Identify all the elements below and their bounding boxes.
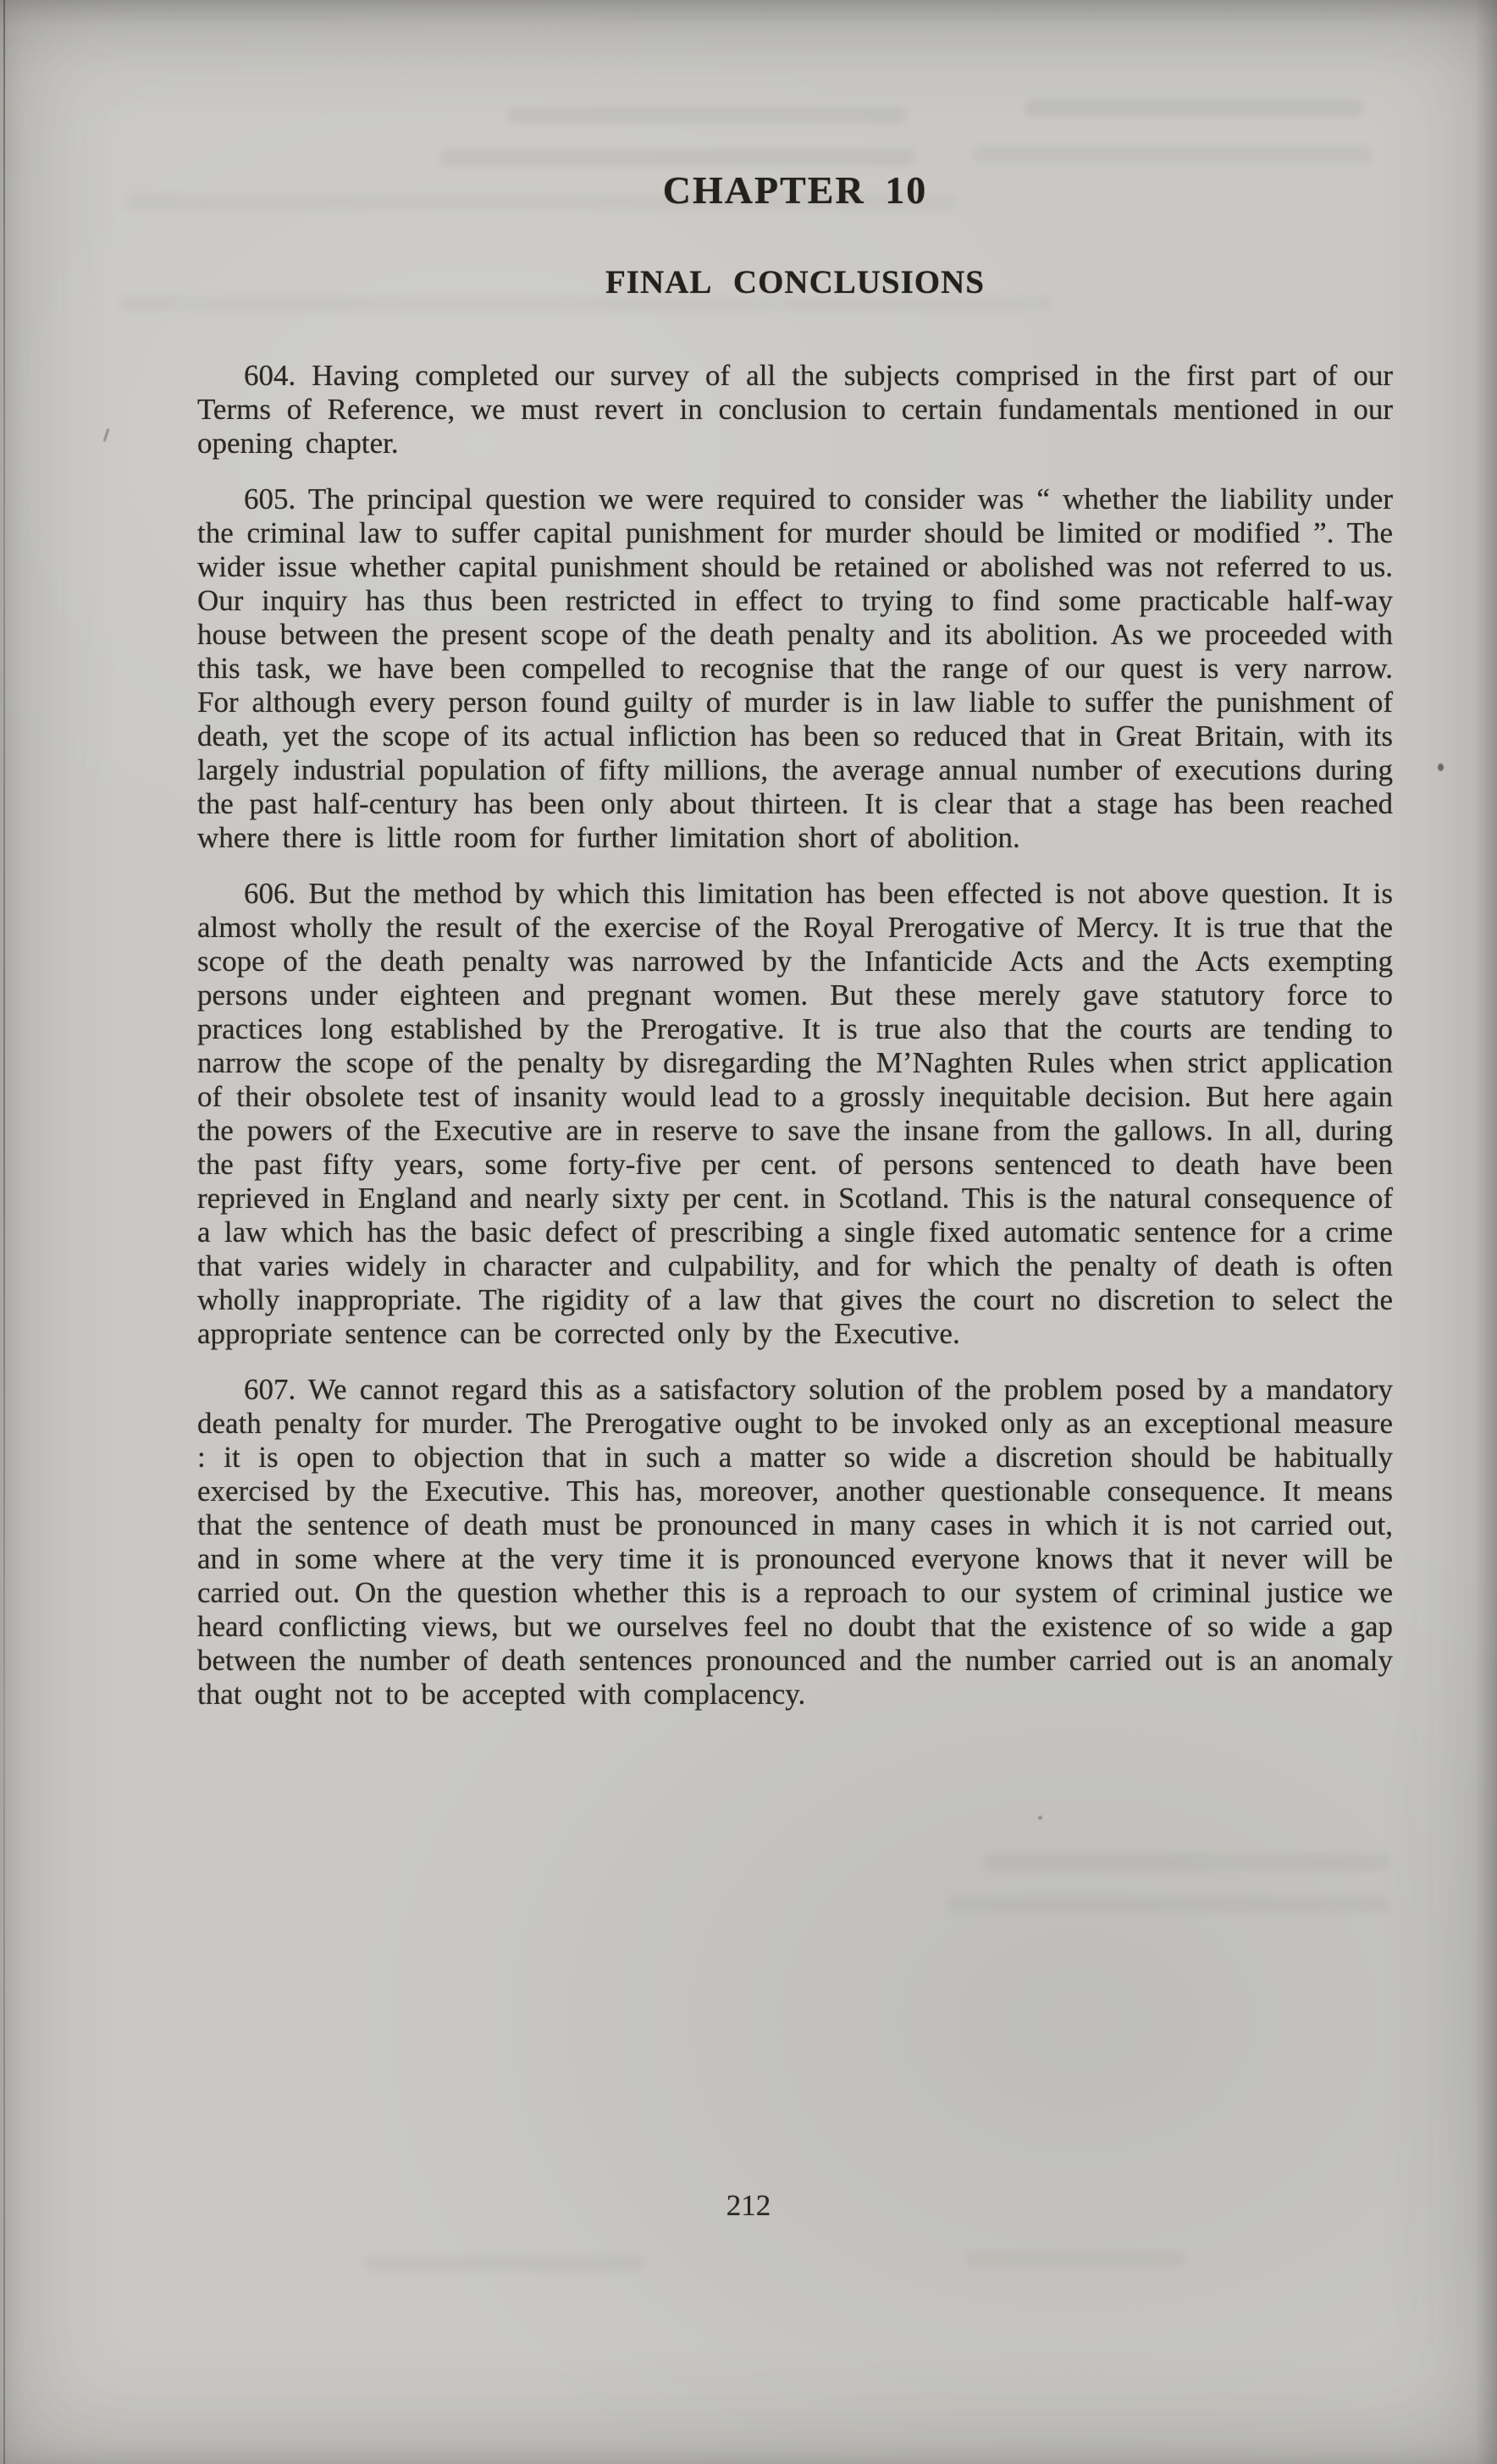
paragraph-number: 606.: [244, 877, 296, 910]
page-right-shade: [1475, 0, 1497, 2464]
bleed-through-artifact: [965, 2252, 1185, 2267]
page-edge-line: [3, 0, 5, 2464]
bleed-through-artifact: [974, 146, 1372, 163]
section-title: FINAL CONCLUSIONS: [605, 264, 985, 300]
scan-speck: [1038, 1816, 1042, 1820]
scan-speck: [103, 428, 110, 442]
bleed-through-artifact: [982, 1854, 1389, 1871]
bleed-through-artifact: [364, 2256, 644, 2271]
scan-speck: [1438, 763, 1444, 771]
paragraph-605: [197, 482, 1393, 855]
paragraph-text: The principal question we were required to consider was “ whether the liability under the criminal law to suffer capital punishment for murder should be limited or modified ”. The wider issue whether capital punishment should be retained or abolished was not referred to us. Our inquiry has thus been restricted in effect to trying to find some practicable half-way house between the present scope of the death penalty and its abolition. As we proceeded with this task, we have been compelled to recognise that the range of our quest is very narrow. For although every person found guilty of murder is in law liable to suffer the punishment of death, yet the scope of its actual infliction has been so reduced that in Great Britain, with its largely industrial population of fifty millions, the average annual number of executions during the past half-century has been only about thirteen. It is clear that a stage has been reached where there is little room for further limitation short of abolition.: [197, 482, 1393, 854]
paragraph-text: But the method by which this limitation has been effected is not above question. It is almost wholly the result of the exercise of the Royal Prerogative of Mercy. It is true that the scope of the death penalty was narrowed by the Infanticide Acts and the Acts exempting persons under eighteen and pregnant women. But these merely gave statutory force to practices long established by the Prerogative. It is true also that the courts are tending to narrow the scope of the penalty by disregarding the M’Naghten Rules when strict application of their obsolete test of insanity would lead to a grossly inequitable decision. But here again the powers of the Executive are in reserve to save the insane from the gallows. In all, during the past fifty years, some forty-five per cent. of persons sentenced to death have been reprieved in England and nearly sixty per cent. in Scotland. This is the natural consequence of a law which has the basic defect of prescribing a single fixed automatic sentence for a crime that varies widely in character and culpability, and for which the penalty of death is often wholly inappropriate. The rigidity of a law that gives the court no discretion to select the appropriate sentence can be corrected only by the Executive.: [197, 877, 1393, 1350]
bleed-through-artifact: [508, 107, 906, 124]
paragraph-number: 605.: [244, 482, 296, 515]
page-number: 212: [726, 2189, 771, 2222]
bleed-through-artifact: [1025, 100, 1363, 117]
bleed-through-artifact: [948, 1896, 1389, 1913]
paragraph-text: Having completed our survey of all the subjects comprised in the first part of our Terms of Reference, we must revert in conclusion to certain fundamentals mentioned in our opening chapter.: [197, 359, 1393, 460]
paragraph-607: [197, 1373, 1393, 1712]
bleed-through-artifact: [440, 149, 914, 166]
paragraph-text: We cannot regard this as a satisfactory solution of the problem posed by a mandatory death penalty for murder. The Prerogative ought to be invoked only as an exceptional measure : it is open to objection that in such a matter so wide a discretion should be habitually exercised by the Executive. This has, moreover, another questionable consequence. It means that the sentence of death must be pronounced in many cases in which it is not carried out, and in some where at the very time it is pronounced everyone knows that it never will be carried out. On the question whether this is a reproach to our system of criminal justice we heard conflicting views, but we ourselves feel no doubt that the existence of so wide a gap between the number of death sentences pronounced and the number carried out is an anomaly that ought not to be accepted with complacency.: [197, 1373, 1393, 1711]
page-content: [197, 168, 1393, 1712]
paragraph-number: 604.: [244, 359, 296, 392]
paragraph-604: [197, 359, 1393, 460]
paragraph-number: 607.: [244, 1373, 296, 1406]
paragraph-606: [197, 877, 1393, 1351]
chapter-title: CHAPTER 10: [662, 168, 928, 212]
